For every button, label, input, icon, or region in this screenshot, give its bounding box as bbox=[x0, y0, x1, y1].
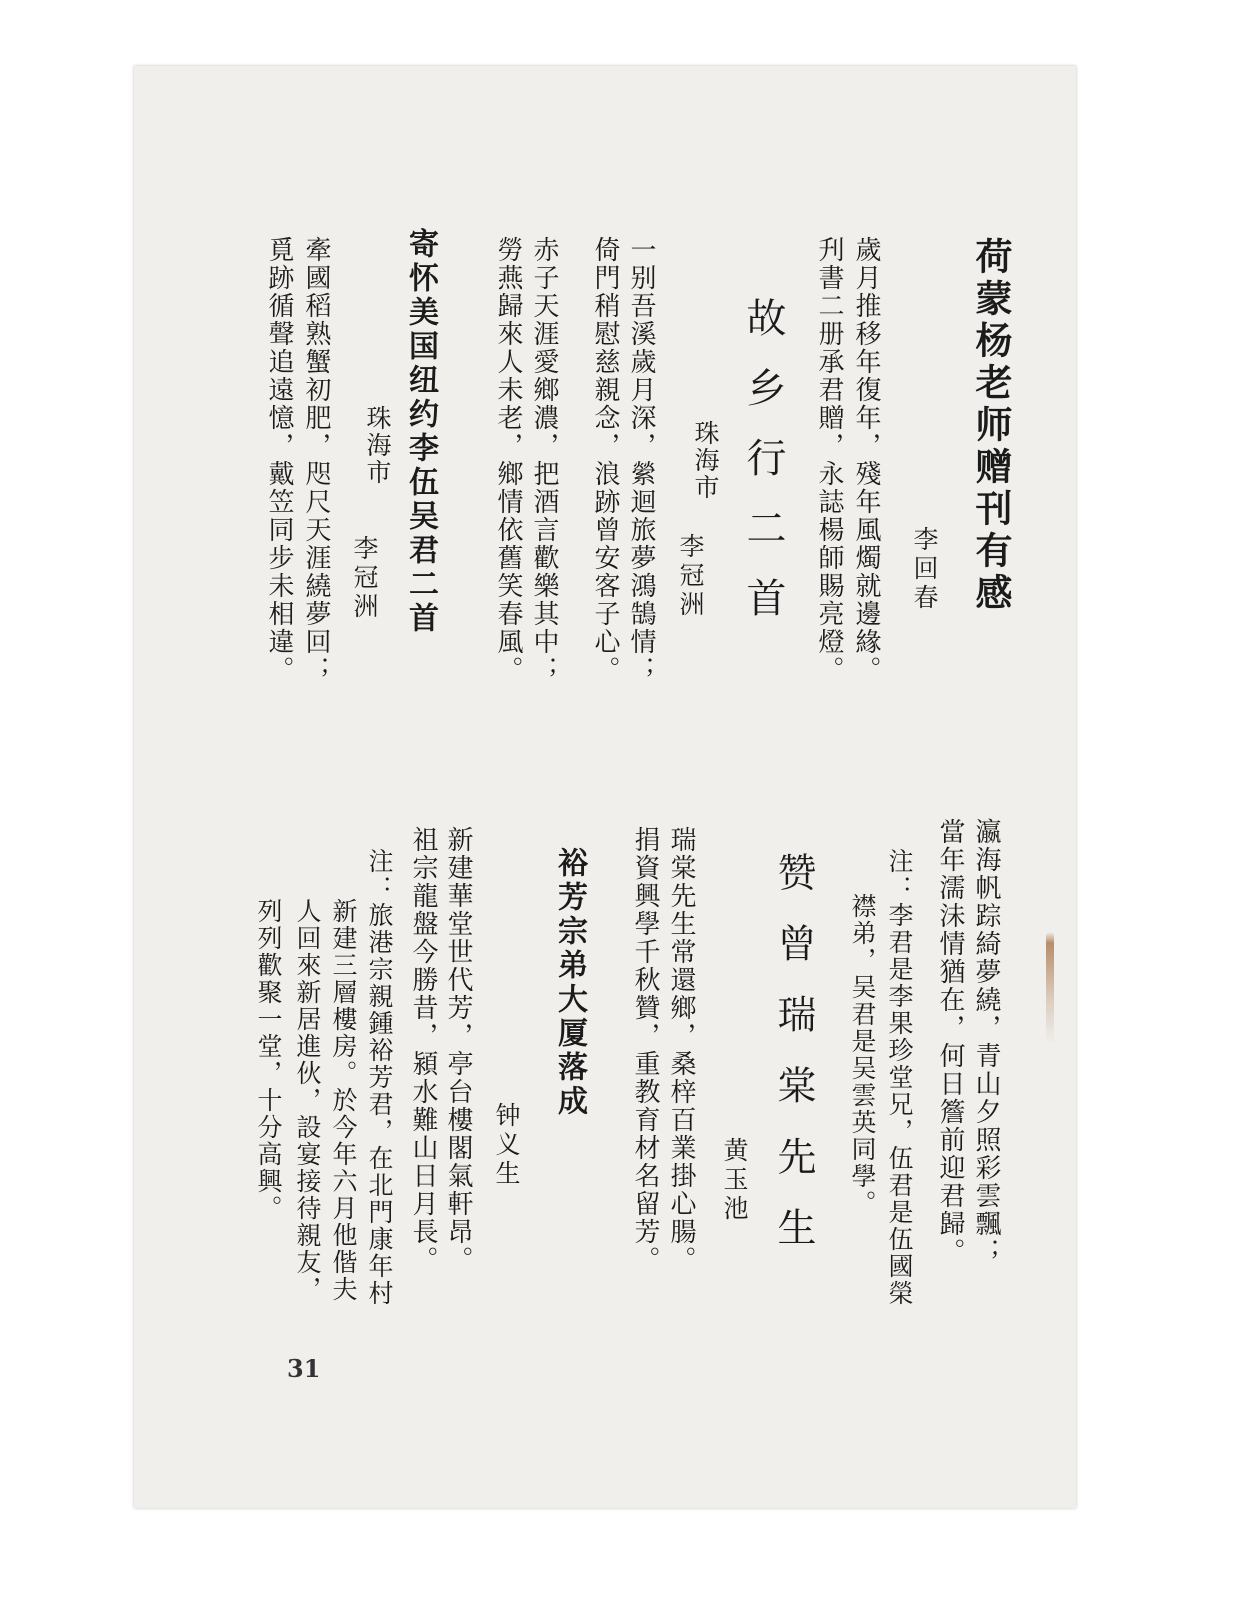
poem5-line-2: 祖宗龍盤今勝昔，潁水難山日月長。 bbox=[408, 826, 438, 1274]
poem3-note-2: 襟弟，吴君是吴雲英同學。 bbox=[848, 893, 877, 1217]
poem1-line-2: 刋書二册承君贈，永誌楊師賜亮燈。 bbox=[814, 236, 844, 684]
poem5-note-4: 列列歡聚一堂，十分高興。 bbox=[254, 898, 283, 1222]
poem3-line-4: 當年濡沬情猶在，何日簷前迎君歸。 bbox=[935, 818, 965, 1266]
paper-stain bbox=[1046, 932, 1054, 1044]
poem3-note-1: 注：李君是李果珍堂兄，伍君是伍國榮 bbox=[885, 848, 914, 1307]
poem3-title: 寄怀美国纽约李伍吴君二首 bbox=[403, 228, 438, 636]
poem3-place: 珠海市 bbox=[363, 405, 392, 486]
poem2-line-2: 倚門稍慰慈親念，浪跡曾安客子心。 bbox=[590, 236, 620, 684]
page-number: 31 bbox=[287, 1354, 321, 1383]
poem5-note-2: 新建三層樓房。於今年六月他偕夫 bbox=[329, 898, 358, 1303]
poem2-title: 故乡行二首 bbox=[740, 297, 786, 647]
poem2-line-3: 赤子天涯愛鄉濃，把酒言歡樂其中； bbox=[529, 236, 559, 684]
poem4-title: 赞曾瑞棠先生 bbox=[771, 852, 816, 1278]
poem5-note-3: 人回來新居進伙，設宴接待親友， bbox=[293, 898, 322, 1303]
poem3-line-2: 覓跡循聲追遠憶，戴笠同步未相違。 bbox=[264, 236, 294, 684]
poem1-line-1: 歲月推移年復年，殘年風燭就邊緣。 bbox=[851, 236, 881, 684]
poem2-line-4: 勞燕歸來人未老，鄉情依舊笑春風。 bbox=[493, 236, 523, 684]
poem3-author: 李冠洲 bbox=[350, 535, 379, 622]
poem3-line-3: 瀛海帆踪綺夢繞，青山夕照彩雲飄； bbox=[971, 818, 1001, 1266]
poem5-title: 裕芳宗弟大厦落成 bbox=[552, 847, 587, 1119]
poem2-line-1: 一别吾溪歲月深，縈迴旅夢鴻鵠情； bbox=[626, 236, 656, 684]
poem2-place: 珠海市 bbox=[691, 420, 720, 501]
poem5-note-1: 注：旅港宗親鍾裕芳君，在北門康年村 bbox=[365, 848, 394, 1307]
poem1-title: 荷蒙杨老师赠刊有感 bbox=[969, 237, 1012, 615]
poem5-author: 钟义生 bbox=[492, 1102, 521, 1189]
poem3-line-1: 牽國稻熟蟹初肥，咫尺天涯繞夢回； bbox=[301, 236, 331, 684]
poem4-author: 黄玉池 bbox=[720, 1137, 749, 1224]
poem4-line-2: 捐資興學千秋贊，重教育材名留芳。 bbox=[630, 826, 660, 1274]
poem1-author: 李回春 bbox=[910, 526, 939, 613]
poem2-author: 李冠洲 bbox=[676, 533, 705, 620]
poem5-line-1: 新建華堂世代芳，亭台樓閣氣軒昂。 bbox=[443, 826, 473, 1274]
poem4-line-1: 瑞棠先生常還鄉，桑梓百業掛心腸。 bbox=[666, 826, 696, 1274]
